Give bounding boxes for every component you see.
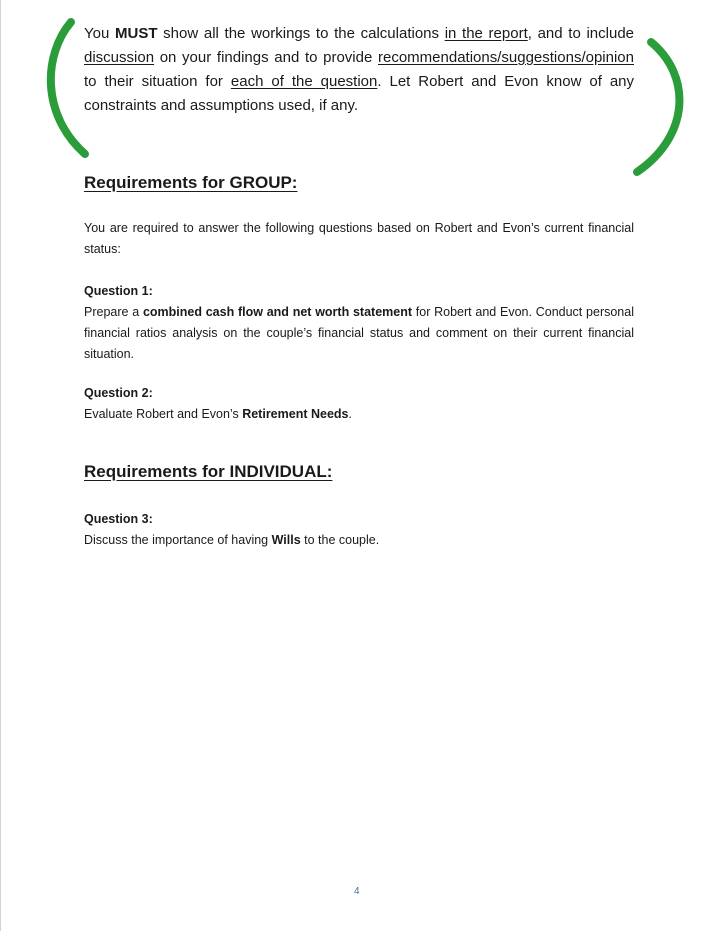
page-number: 4 — [354, 886, 360, 897]
question-2-emphasis: Retirement Needs — [242, 407, 349, 421]
underlined-recommendations: recommendations/suggestions/opinion — [378, 49, 634, 66]
underlined-in-the-report: in the report — [444, 25, 528, 42]
underlined-discussion: discussion — [84, 49, 155, 66]
question-3-emphasis: Wills — [271, 533, 301, 547]
question-1-emphasis: combined cash flow and net worth statement — [142, 305, 413, 319]
individual-requirements-heading: Requirements for INDIVIDUAL: — [84, 462, 333, 481]
must-emphasis: MUST — [115, 25, 158, 42]
group-intro-text: You are required to answer the following questions based on Robert and Evon’s current financial status: — [84, 221, 634, 256]
question-2: Question 2: Evaluate Robert and Evon’s Retirement Needs. — [84, 383, 634, 425]
group-requirements-heading: Requirements for GROUP: — [84, 173, 298, 192]
instructions-paragraph: You MUST show all the workings to the calculations in the report, and to include discussion on your findings and to provide recommendations/suggestions/opinion to their situation for each of the question. Let Robert and Evon know of any constraints and assumptions used, if any. — [84, 25, 635, 114]
question-3: Question 3: Discuss the importance of having Wills to the couple. — [84, 509, 634, 551]
question-1-title: Question 1: — [84, 284, 153, 298]
question-2-title: Question 2: — [84, 386, 153, 400]
right-bracket-mark — [637, 42, 679, 172]
question-3-title: Question 3: — [84, 512, 153, 526]
left-bracket-mark — [51, 22, 85, 154]
question-1: Question 1: Prepare a combined cash flow and net worth statement for Robert and Evon. Conduct personal financial ratios analysis on the couple’s financial status and comment on their current financial situation. — [84, 281, 634, 365]
underlined-each-question: each of the question — [230, 73, 378, 90]
